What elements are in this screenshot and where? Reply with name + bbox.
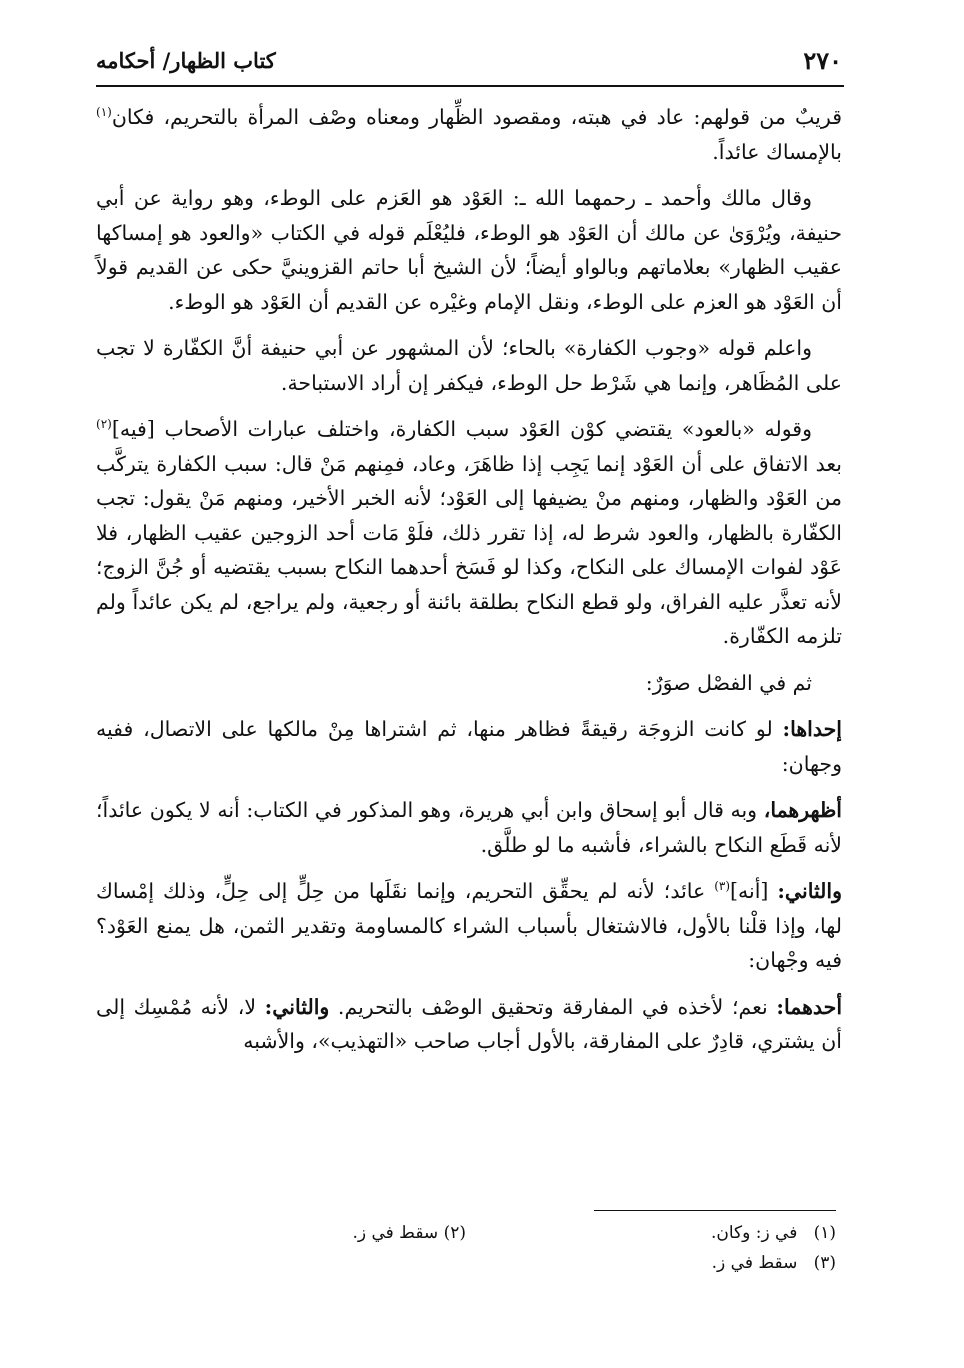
footnote-row xyxy=(96,1218,836,1248)
paragraph xyxy=(96,874,842,978)
footnote-number: (١) xyxy=(813,1223,836,1243)
text-segment: عائد؛ لأنه لم يحقِّق التحريم، وإنما نقَلَها من حِلٍّ إلى حِلٍّ، وذلك إمْساك لها، وإذا قلْنا بالأول، فالاشتغال بأسباب الشراء كالمساومة وتقدير الثمن، هل يمنع العَوْد؟ فيه وجْهان: xyxy=(96,879,842,972)
section-label: إحداها: xyxy=(782,717,842,741)
paragraph xyxy=(96,100,842,169)
footnote-text: في ز: وكان. xyxy=(710,1223,798,1243)
paragraph xyxy=(96,331,842,400)
text-segment: [أنه] xyxy=(730,879,778,903)
footnote-2 xyxy=(96,1218,466,1248)
section-label: أحدهما: xyxy=(776,994,843,1019)
paragraph xyxy=(96,793,842,862)
footnote-rule xyxy=(594,1210,836,1211)
text-segment: لو كانت الزوجَة رقيقةً فظاهر منها، ثم اشتراها مِنْ مالكها على الاتصال، ففيه وجهان: xyxy=(96,717,842,776)
footnote-marker: (١) xyxy=(96,105,112,120)
footnote-text: سقط في ز. xyxy=(352,1223,439,1243)
paragraph xyxy=(96,181,842,319)
running-title: كتاب الظهار/ أحكامه xyxy=(96,48,276,73)
header-rule xyxy=(96,85,844,87)
footnote-number: (٢) xyxy=(443,1223,466,1243)
text-segment: نعم؛ لأخذه في المفارقة وتحقيق الوصْف بالتحريم. xyxy=(329,994,777,1019)
body-text xyxy=(96,100,842,1071)
page-number: ٢٧٠ xyxy=(803,46,842,75)
footnote-1 xyxy=(466,1218,836,1248)
section-label: والثاني: xyxy=(264,994,330,1019)
paragraph xyxy=(96,712,842,781)
section-label: أظهرهما، xyxy=(763,798,842,822)
paragraph xyxy=(96,412,842,654)
text-segment: وقال مالك وأحمد ـ رحمهما الله ـ: العَوْد هو العَزم على الوطء، وهو رواية عن أبي حنيفة، ويُرْوَىٰ عن مالك أن العَوْد هو الوطء، فليُعْلَم قوله في الكتاب «والعود هو إمساكها عقيب الظهار» بعلاماتهم وبالواو أيضاً؛ لأن الشيخ أبا حاتم القزوينيَّ حكى عن القديم قولاً أن العَوْد هو العزم على الوطء، ونقل الإمام وغيْره عن القديم أن العَوْد هو الوطء. xyxy=(96,186,842,314)
footnote-marker: (٣) xyxy=(714,879,731,894)
footnote-row xyxy=(96,1248,836,1278)
footnote-marker: (٢) xyxy=(96,417,112,432)
text-segment: ثم في الفصْل صوَرٌ: xyxy=(645,670,812,695)
text-segment: وبه قال أبو إسحاق وابن أبي هريرة، وهو المذكور في الكتاب: أنه لا يكون عائداً؛ لأنه قَطَع النكاح بالشراء، فأشبه ما لو طلَّق. xyxy=(96,798,842,857)
paragraph xyxy=(96,990,842,1059)
text-segment: قريبٌ من قولهم: عاد في هبته، ومقصود الظِّهار ومعناه وصْف المرأة بالتحريم، فكان xyxy=(111,105,842,129)
text-segment: لا، لأنه مُمْسِك إلى أن يشتري، قادِرٌ على المفارقة، بالأول أجاب صاحب «التهذيب»، والأشبه xyxy=(96,994,842,1053)
section-label: والثاني: xyxy=(777,879,842,903)
page-header xyxy=(96,44,842,80)
footnote-number: (٣) xyxy=(813,1253,836,1273)
footnote-text: سقط في ز. xyxy=(711,1253,798,1273)
footnote-3 xyxy=(436,1248,836,1278)
text-segment: بالإمساك عائداً. xyxy=(712,139,842,164)
text-segment: بعد الاتفاق على أن العَوْد إنما يَجِب إذا ظاهَرَ، وعاد، فمِنهم مَنْ قال: سبب الكفارة يتركَّب من العَوْد والظهار، ومنهم منْ يضيفها إلى العَوْد؛ لأنه الخبر الأخير، ومنهم مَنْ يقول: تجب الكفّارة بالظهار، والعود شرط له، إذا تقرر ذلك، فلَوْ مَات أحد الزوجين عقيب الظهار، فلا عَوْد لفوات الإمساك على النكاح، وكذا لو فَسَخ أحدهما النكاح بسبب يقتضيه أو جُنَّ الزوج؛ لأنه تعذَّر عليه الفراق، ولو قطع النكاح بطلقة بائنة أو رجعية، ولم يراجع، لم يكن عائداً ولم تلزمه الكفّارة. xyxy=(96,451,842,648)
paragraph xyxy=(96,666,842,701)
footnotes xyxy=(96,1218,836,1278)
text-segment: واعلم قوله «وجوب الكفارة» بالحاء؛ لأن المشهور عن أبي حنيفة أنَّ الكفّارة لا تجب على المُظَاهر، وإنما هي شَرْط حل الوطء، فيكفر إن أراد الاستباحة. xyxy=(96,336,842,395)
text-segment: وقوله «بالعود» يقتضي كوْن العَوْد سبب الكفارة، واختلف عبارات الأصحاب [فيه] xyxy=(111,417,812,441)
